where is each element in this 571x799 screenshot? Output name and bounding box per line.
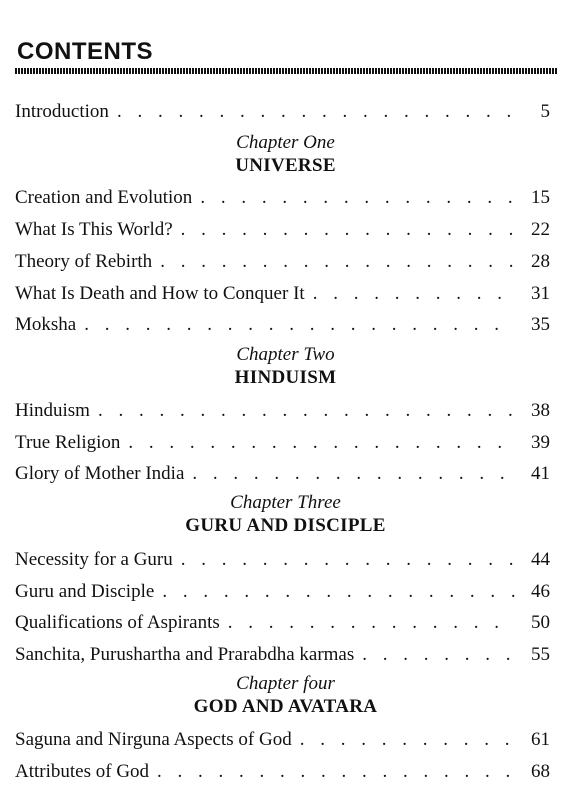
entry-page: 22 xyxy=(531,219,550,240)
dot-leader xyxy=(181,218,516,242)
toc-entry[interactable] xyxy=(15,186,550,210)
toc-entry[interactable] xyxy=(15,250,550,274)
toc-entry[interactable] xyxy=(15,611,550,635)
entry-page: 15 xyxy=(531,187,550,208)
toc-entry[interactable] xyxy=(15,580,550,604)
entry-title: Theory of Rebirth xyxy=(15,251,153,272)
heading-rule xyxy=(15,68,557,74)
toc-entry[interactable] xyxy=(15,728,550,752)
entry-title: Attributes of God xyxy=(15,761,150,782)
chapter-title: GOD AND AVATARA xyxy=(193,696,378,717)
entry-title: True Religion xyxy=(15,432,121,453)
chapter-title: UNIVERSE xyxy=(235,155,336,176)
chapter-title: GURU AND DISCIPLE xyxy=(185,515,386,536)
toc-entry[interactable] xyxy=(15,643,550,667)
dot-leader xyxy=(181,548,516,572)
dot-leader xyxy=(362,643,516,667)
toc-entry[interactable] xyxy=(15,760,550,784)
dot-leader xyxy=(117,100,516,124)
entry-page: 5 xyxy=(540,101,550,122)
chapter-label: Chapter Three xyxy=(230,492,341,513)
dot-leader xyxy=(160,250,516,274)
dot-leader xyxy=(162,580,516,604)
entry-title: Qualifications of Aspirants xyxy=(15,612,220,633)
toc-entry[interactable] xyxy=(15,399,550,423)
dot-leader xyxy=(84,313,516,337)
toc-entry[interactable] xyxy=(15,548,550,572)
contents-heading: CONTENTS xyxy=(17,38,153,65)
toc-entry[interactable] xyxy=(15,218,550,242)
entry-title: Creation and Evolution xyxy=(15,187,193,208)
dot-leader xyxy=(98,399,516,423)
dot-leader xyxy=(192,462,516,486)
dot-leader xyxy=(157,760,516,784)
toc-entry[interactable] xyxy=(15,313,550,337)
entry-title: Introduction xyxy=(15,101,109,122)
entry-title: Glory of Mother India xyxy=(15,463,185,484)
entry-title: Sanchita, Purushartha and Prarabdha karmas xyxy=(15,644,355,665)
entry-page: 55 xyxy=(531,644,550,665)
entry-page: 68 xyxy=(531,761,550,782)
entry-title: What Is Death and How to Conquer It xyxy=(15,283,305,304)
toc-entry[interactable] xyxy=(15,462,550,486)
entry-page: 28 xyxy=(531,251,550,272)
entry-title: Saguna and Nirguna Aspects of God xyxy=(15,729,292,750)
entry-page: 50 xyxy=(531,612,550,633)
chapter-label: Chapter four xyxy=(236,673,335,694)
entry-page: 44 xyxy=(531,549,550,570)
entry-page: 31 xyxy=(531,283,550,304)
dot-leader xyxy=(128,431,516,455)
entry-title: Guru and Disciple xyxy=(15,581,155,602)
toc-entry[interactable] xyxy=(15,431,550,455)
chapter-title: HINDUISM xyxy=(234,367,337,388)
toc-entry-introduction[interactable] xyxy=(15,100,550,124)
dot-leader xyxy=(200,186,516,210)
entry-page: 41 xyxy=(531,463,550,484)
toc-entry[interactable] xyxy=(15,282,550,306)
entry-title: Moksha xyxy=(15,314,77,335)
entry-title: Necessity for a Guru xyxy=(15,549,173,570)
entry-title: What Is This World? xyxy=(15,219,173,240)
chapter-label: Chapter Two xyxy=(236,344,335,365)
entry-page: 39 xyxy=(531,432,550,453)
entry-title: Hinduism xyxy=(15,400,90,421)
dot-leader xyxy=(313,282,516,306)
dot-leader xyxy=(228,611,516,635)
entry-page: 38 xyxy=(531,400,550,421)
entry-page: 61 xyxy=(531,729,550,750)
dot-leader xyxy=(300,728,516,752)
chapter-label: Chapter One xyxy=(236,132,335,153)
entry-page: 46 xyxy=(531,581,550,602)
entry-page: 35 xyxy=(531,314,550,335)
